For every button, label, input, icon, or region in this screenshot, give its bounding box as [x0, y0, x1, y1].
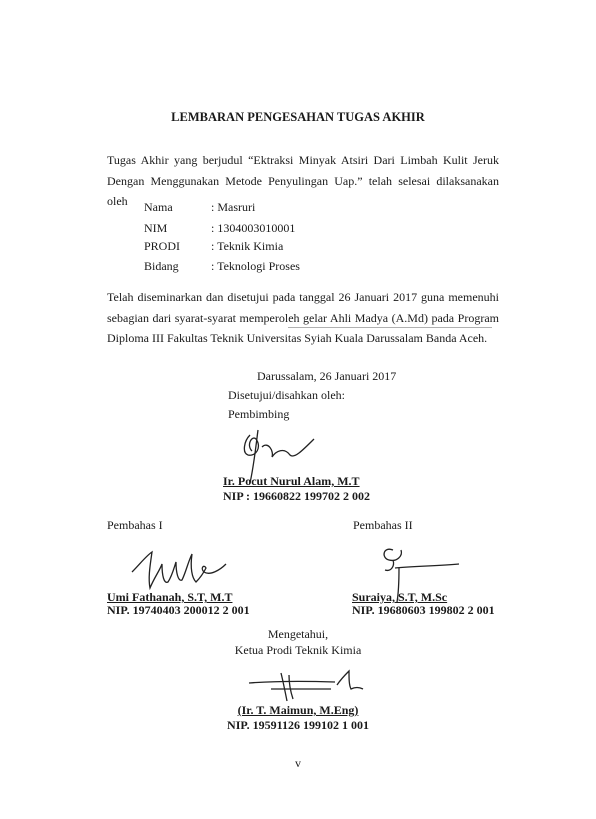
page-number: v — [295, 756, 301, 770]
supervisor-role: Pembimbing — [228, 407, 290, 421]
intro-line-2: Dengan Menggunakan Metode Penyulingan Uap.” telah selesai dilaksanakan oleh — [107, 173, 499, 208]
supervisor-nip: NIP : 19660822 199702 2 002 — [223, 489, 370, 503]
approved-by-label: Disetujui/disahkan oleh: — [228, 388, 345, 402]
examiner1-role: Pembahas I — [107, 518, 163, 532]
head-name: (Ir. T. Maimun, M.Eng) — [237, 703, 359, 717]
head-nip: NIP. 19591126 199102 1 001 — [227, 718, 369, 732]
place-date: Darussalam, 26 Januari 2017 — [257, 369, 397, 383]
info-label-bidang: Bidang — [144, 259, 179, 273]
examiner1-signature — [130, 542, 240, 597]
document-title: LEMBARAN PENGESAHAN TUGAS AKHIR — [171, 110, 425, 124]
info-value-bidang: : Teknologi Proses — [211, 259, 300, 273]
body-line-3: Diploma III Fakultas Teknik Universitas Syiah Kuala Darussalam Banda Aceh. — [107, 331, 488, 345]
head-signature — [245, 665, 370, 705]
examiner1-nip: NIP. 19740403 200012 2 001 — [107, 603, 250, 617]
known-by-label: Mengetahui, — [267, 627, 329, 641]
head-role: Ketua Prodi Teknik Kimia — [234, 643, 362, 657]
info-value-prodi: : Teknik Kimia — [211, 239, 284, 253]
info-label-nim: NIM — [144, 221, 168, 235]
body-line-1: Telah diseminarkan dan disetujui pada tanggal 26 Januari 2017 guna memenuhi — [107, 290, 499, 304]
scan-line — [288, 327, 492, 328]
info-value-nim: : 1304003010001 — [211, 221, 296, 235]
info-label-prodi: PRODI — [144, 239, 181, 253]
body-paragraph — [107, 287, 499, 349]
examiner2-nip: NIP. 19680603 199802 2 001 — [352, 603, 495, 617]
supervisor-name: Ir. Pocut Nurul Alam, M.T — [223, 474, 360, 488]
intro-line-1: Tugas Akhir yang berjudul “Ektraksi Minyak Atsiri Dari Limbah Kulit Jeruk — [107, 153, 499, 167]
examiner2-name: Suraiya, S.T, M.Sc — [352, 590, 448, 604]
info-value-name: : Masruri — [211, 200, 256, 214]
examiner2-role: Pembahas II — [353, 518, 413, 532]
examiner1-name: Umi Fathanah, S.T, M.T — [107, 590, 233, 604]
body-line-2: sebagian dari syarat-syarat memperoleh gelar Ahli Madya (A.Md) pada Program — [107, 310, 499, 325]
info-label-name: Nama — [144, 200, 173, 214]
